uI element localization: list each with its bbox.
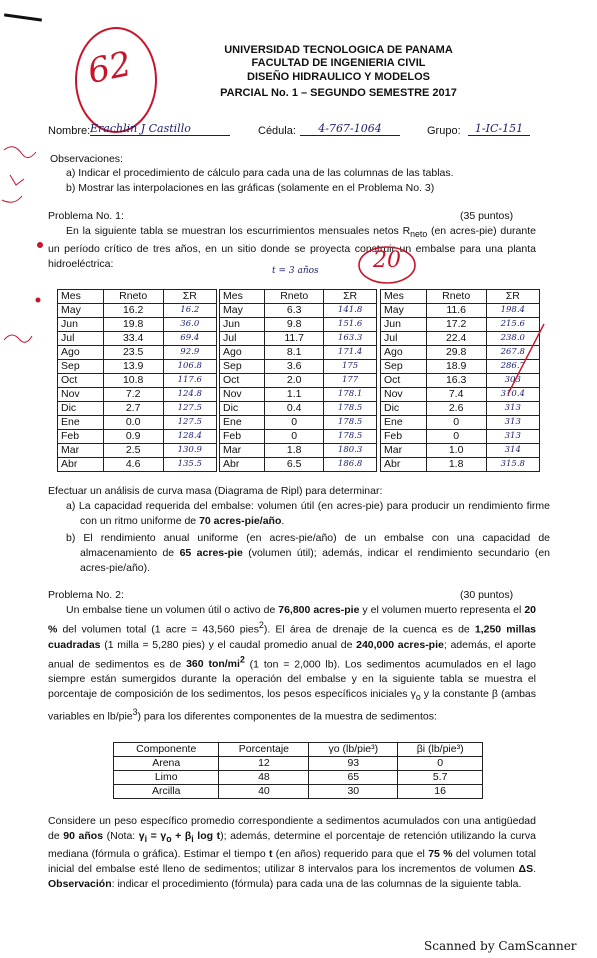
observacion-a: a) Indicar el procedimiento de cálculo para cada una de las columnas de las tablas. bbox=[66, 167, 454, 179]
runoff-rneto: 11.6 bbox=[426, 304, 486, 318]
sediment-cell: Limo bbox=[114, 771, 219, 785]
runoff-cumulative: 128.4 bbox=[163, 430, 216, 444]
sediment-cell: 5.7 bbox=[398, 771, 483, 785]
runoff-row bbox=[58, 444, 217, 458]
runoff-row bbox=[381, 402, 540, 416]
runoff-row bbox=[381, 458, 540, 472]
problem1-task-b: b) El rendimiento anual uniforme (en acres-pie/año) de un embalse con una capacidad de almacenamiento de 65 acres-pie (volumen útil); además, indicar el rendimiento secundario (en acres-pie/año). bbox=[66, 532, 550, 574]
problem2-title: Problema No. 2: bbox=[48, 589, 124, 601]
scanner-watermark: Scanned by CamScanner bbox=[424, 939, 577, 953]
sediment-header: βi (lb/pie³) bbox=[398, 743, 483, 757]
runoff-row bbox=[220, 332, 377, 346]
runoff-row bbox=[220, 416, 377, 430]
runoff-month: Sep bbox=[58, 360, 104, 374]
runoff-cumulative: 178.5 bbox=[324, 416, 377, 430]
runoff-row bbox=[58, 332, 217, 346]
runoff-month: Sep bbox=[220, 360, 265, 374]
student-name-value: Erachlin J Castillo bbox=[90, 122, 230, 136]
runoff-month: Ago bbox=[381, 346, 427, 360]
sediment-cell: 65 bbox=[309, 771, 398, 785]
runoff-row bbox=[381, 304, 540, 318]
runoff-rneto: 19.8 bbox=[103, 318, 163, 332]
sediment-cell: 93 bbox=[309, 757, 398, 771]
runoff-rneto: 0 bbox=[265, 430, 324, 444]
runoff-month: Ene bbox=[220, 416, 265, 430]
runoff-month: Feb bbox=[220, 430, 265, 444]
runoff-month: Jul bbox=[381, 332, 427, 346]
runoff-cumulative: 178.5 bbox=[324, 402, 377, 416]
runoff-month: Dic bbox=[220, 402, 265, 416]
runoff-row bbox=[220, 444, 377, 458]
problem1-points: (35 puntos) bbox=[460, 210, 514, 222]
runoff-row bbox=[58, 374, 217, 388]
problem2-closing: Considere un peso específico promedio correspondiente a sedimentos acumulados con una antigüedad de 90 años (Nota: $\gamma_i = \gamma_o + \beta_i$ log t); además, determine el porcentaje de retención utilizando la curva mediana (fórmula o gráfica). Estimar el tiempo t (en años) requerido para que el 75 % del volumen total inicial del embalse esté lleno de sedimentos; utilizar 8 intervalos para los incrementos de volumen ΔS. Observación: indicar el procedimiento (fórmula) para cada una de las columnas de la siguiente tabla. bbox=[48, 815, 536, 891]
runoff-table-year-2 bbox=[219, 289, 377, 472]
runoff-rneto: 1.8 bbox=[426, 458, 486, 472]
runoff-rneto: 7.4 bbox=[426, 388, 486, 402]
runoff-row bbox=[58, 416, 217, 430]
runoff-month: Abr bbox=[381, 458, 427, 472]
runoff-rneto: 0.4 bbox=[265, 402, 324, 416]
runoff-month: Ene bbox=[381, 416, 427, 430]
header-course: DISEÑO HIDRAULICO Y MODELOS bbox=[247, 71, 430, 83]
runoff-rneto: 2.6 bbox=[426, 402, 486, 416]
runoff-rneto: 2.7 bbox=[103, 402, 163, 416]
runoff-rneto: 1.0 bbox=[426, 444, 486, 458]
runoff-row bbox=[220, 402, 377, 416]
sediment-row bbox=[114, 785, 483, 799]
runoff-row bbox=[220, 360, 377, 374]
runoff-rneto: 29.8 bbox=[426, 346, 486, 360]
runoff-cumulative: 16.2 bbox=[163, 304, 216, 318]
runoff-header-sum: ΣR bbox=[163, 290, 216, 304]
runoff-rneto: 8.1 bbox=[265, 346, 324, 360]
sediment-row bbox=[114, 757, 483, 771]
runoff-header-rneto: Rneto bbox=[426, 290, 486, 304]
runoff-cumulative: 141.8 bbox=[324, 304, 377, 318]
runoff-cumulative: 151.6 bbox=[324, 318, 377, 332]
runoff-row bbox=[220, 346, 377, 360]
runoff-row bbox=[58, 304, 217, 318]
runoff-cumulative: 180.3 bbox=[324, 444, 377, 458]
runoff-rneto: 16.3 bbox=[426, 374, 486, 388]
runoff-rneto: 6.3 bbox=[265, 304, 324, 318]
sediment-cell: 0 bbox=[398, 757, 483, 771]
runoff-row bbox=[58, 458, 217, 472]
runoff-rneto: 18.9 bbox=[426, 360, 486, 374]
header-exam: PARCIAL No. 1 – SEGUNDO SEMESTRE 2017 bbox=[220, 87, 457, 99]
runoff-header-rneto: Rneto bbox=[103, 290, 163, 304]
runoff-cumulative: 178.1 bbox=[324, 388, 377, 402]
runoff-row bbox=[58, 360, 217, 374]
runoff-cumulative: 106.8 bbox=[163, 360, 216, 374]
sediment-cell: Arcilla bbox=[114, 785, 219, 799]
runoff-cumulative: 313 bbox=[486, 402, 539, 416]
runoff-row bbox=[381, 444, 540, 458]
runoff-month: Nov bbox=[58, 388, 104, 402]
runoff-month: Ago bbox=[220, 346, 265, 360]
runoff-header-mes: Mes bbox=[381, 290, 427, 304]
correction-mark bbox=[500, 320, 550, 400]
student-name-label: Nombre: bbox=[48, 125, 91, 137]
runoff-month: Oct bbox=[381, 374, 427, 388]
runoff-row bbox=[58, 318, 217, 332]
runoff-cumulative: 175 bbox=[324, 360, 377, 374]
runoff-month: Jun bbox=[58, 318, 104, 332]
runoff-header-sum: ΣR bbox=[486, 290, 539, 304]
runoff-cumulative: 303 bbox=[486, 374, 539, 388]
sediment-cell: Arena bbox=[114, 757, 219, 771]
runoff-month: Ene bbox=[58, 416, 104, 430]
runoff-month: Abr bbox=[58, 458, 104, 472]
problem1-title: Problema No. 1: bbox=[48, 210, 124, 222]
runoff-rneto: 0 bbox=[426, 430, 486, 444]
problem1-task-intro: Efectuar un análisis de curva masa (Diagrama de Ripl) para determinar: bbox=[48, 485, 383, 497]
runoff-rneto: 33.4 bbox=[103, 332, 163, 346]
runoff-rneto: 17.2 bbox=[426, 318, 486, 332]
runoff-month: Sep bbox=[381, 360, 427, 374]
runoff-cumulative: 186.8 bbox=[324, 458, 377, 472]
runoff-month: May bbox=[220, 304, 265, 318]
runoff-rneto: 2.5 bbox=[103, 444, 163, 458]
runoff-header-sum: ΣR bbox=[324, 290, 377, 304]
runoff-month: Jun bbox=[220, 318, 265, 332]
problem2-paragraph: Un embalse tiene un volumen útil o activo de 76,800 acres-pie y el volumen muerto representa el 20 % del volumen total (1 acre = 43,560 pies$^2$). El área de drenaje de la cuenca es de 1,250 millas cuadradas (1 milla = 5,280 pies) y el caudal promedio anual de 240,000 acres-pie; además, el aporte anual de sedimentos es de 360 ton/$mi^2$ (1 ton = 2,000 lb). Los sedimentos acumulados en el lago siempre están sumergidos durante la operación del embalse y en la siguiente tabla se muestra el porcentaje de composición de los sedimentos, los pesos específicos iniciales $\gamma_o$ y la constante β (ambas variables en lb/pie$^3$) para los diferentes componentes de la muestra de sedimentos: bbox=[48, 604, 537, 723]
runoff-month: Mar bbox=[381, 444, 427, 458]
runoff-month: Nov bbox=[381, 388, 427, 402]
runoff-month: Mar bbox=[58, 444, 104, 458]
pen-stroke bbox=[4, 13, 42, 21]
group-value: 1-IC-151 bbox=[468, 122, 530, 136]
runoff-rneto: 0 bbox=[265, 416, 324, 430]
sediment-row bbox=[114, 771, 483, 785]
runoff-cumulative: 127.5 bbox=[163, 416, 216, 430]
problem2-points: (30 puntos) bbox=[460, 589, 514, 601]
runoff-rneto: 22.4 bbox=[426, 332, 486, 346]
group-label: Grupo: bbox=[427, 125, 461, 137]
runoff-cumulative: 314 bbox=[486, 444, 539, 458]
sediment-cell: 30 bbox=[309, 785, 398, 799]
runoff-rneto: 23.5 bbox=[103, 346, 163, 360]
runoff-cumulative: 171.4 bbox=[324, 346, 377, 360]
runoff-row bbox=[58, 346, 217, 360]
sediment-header: Porcentaje bbox=[219, 743, 309, 757]
runoff-header-rneto: Rneto bbox=[265, 290, 324, 304]
runoff-month: Mar bbox=[220, 444, 265, 458]
runoff-row bbox=[220, 374, 377, 388]
sediment-table bbox=[113, 742, 483, 799]
problem1-task-a: a) La capacidad requerida del embalse: volumen útil (en acres-pie) para producir un rendimiento firme con un ritmo uniforme de 70 acres-pie/año. bbox=[66, 500, 550, 527]
margin-note: t = 3 años bbox=[272, 266, 319, 276]
runoff-row bbox=[220, 388, 377, 402]
runoff-month: Dic bbox=[58, 402, 104, 416]
runoff-cumulative: 315.8 bbox=[486, 458, 539, 472]
runoff-rneto: 0.0 bbox=[103, 416, 163, 430]
runoff-row bbox=[220, 318, 377, 332]
sediment-cell: 16 bbox=[398, 785, 483, 799]
runoff-month: May bbox=[381, 304, 427, 318]
runoff-cumulative: 198.4 bbox=[486, 304, 539, 318]
score-problem1: 20 bbox=[373, 248, 401, 273]
runoff-rneto: 2.0 bbox=[265, 374, 324, 388]
header-university: UNIVERSIDAD TECNOLOGICA DE PANAMA bbox=[224, 44, 453, 56]
margin-scribbles bbox=[0, 130, 48, 370]
runoff-row bbox=[220, 430, 377, 444]
runoff-row bbox=[220, 304, 377, 318]
runoff-cumulative: 124.8 bbox=[163, 388, 216, 402]
runoff-cumulative: 130.9 bbox=[163, 444, 216, 458]
runoff-month: Abr bbox=[220, 458, 265, 472]
runoff-cumulative: 215.6 bbox=[486, 318, 539, 332]
cedula-value: 4-767-1064 bbox=[300, 122, 400, 136]
runoff-month: Feb bbox=[381, 430, 427, 444]
sediment-cell: 12 bbox=[219, 757, 309, 771]
runoff-month: Nov bbox=[220, 388, 265, 402]
runoff-cumulative: 178.5 bbox=[324, 430, 377, 444]
runoff-cumulative: 313 bbox=[486, 416, 539, 430]
runoff-rneto: 0.9 bbox=[103, 430, 163, 444]
runoff-cumulative: 163.3 bbox=[324, 332, 377, 346]
runoff-table-year-1 bbox=[57, 289, 217, 472]
runoff-rneto: 13.9 bbox=[103, 360, 163, 374]
runoff-row bbox=[381, 416, 540, 430]
sediment-cell: 48 bbox=[219, 771, 309, 785]
runoff-cumulative: 69.4 bbox=[163, 332, 216, 346]
runoff-month: Jun bbox=[381, 318, 427, 332]
sediment-header: Componente bbox=[114, 743, 219, 757]
runoff-rneto: 4.6 bbox=[103, 458, 163, 472]
runoff-rneto: 10.8 bbox=[103, 374, 163, 388]
problem1-intro: En la siguiente tabla se muestran los escurrimientos mensuales netos $R_{neto}$ (en acres-pie) durante un período crítico de tres años, en un sitio donde se proyecta construir un embalse para una planta hidroeléctrica: bbox=[48, 225, 536, 271]
runoff-cumulative: 135.5 bbox=[163, 458, 216, 472]
runoff-rneto: 3.6 bbox=[265, 360, 324, 374]
runoff-rneto: 1.8 bbox=[265, 444, 324, 458]
runoff-row bbox=[381, 430, 540, 444]
runoff-rneto: 9.8 bbox=[265, 318, 324, 332]
runoff-month: Ago bbox=[58, 346, 104, 360]
runoff-cumulative: 238.0 bbox=[486, 332, 539, 346]
sediment-header: γo (lb/pie³) bbox=[309, 743, 398, 757]
header-faculty: FACULTAD DE INGENIERIA CIVIL bbox=[251, 57, 426, 69]
runoff-cumulative: 177 bbox=[324, 374, 377, 388]
runoff-month: Jul bbox=[220, 332, 265, 346]
runoff-month: Jul bbox=[58, 332, 104, 346]
runoff-cumulative: 127.5 bbox=[163, 402, 216, 416]
runoff-month: May bbox=[58, 304, 104, 318]
runoff-rneto: 6.5 bbox=[265, 458, 324, 472]
runoff-cumulative: 36.0 bbox=[163, 318, 216, 332]
runoff-row bbox=[58, 388, 217, 402]
runoff-cumulative: 313 bbox=[486, 430, 539, 444]
observaciones-title: Observaciones: bbox=[50, 153, 123, 165]
runoff-rneto: 16.2 bbox=[103, 304, 163, 318]
runoff-row bbox=[220, 458, 377, 472]
runoff-header-mes: Mes bbox=[58, 290, 104, 304]
sediment-cell: 40 bbox=[219, 785, 309, 799]
score-total: 62 bbox=[84, 43, 135, 93]
runoff-rneto: 0 bbox=[426, 416, 486, 430]
runoff-cumulative: 310.4 bbox=[486, 388, 539, 402]
runoff-rneto: 11.7 bbox=[265, 332, 324, 346]
runoff-month: Feb bbox=[58, 430, 104, 444]
runoff-cumulative: 267.8 bbox=[486, 346, 539, 360]
runoff-rneto: 7.2 bbox=[103, 388, 163, 402]
observacion-b: b) Mostrar las interpolaciones en las gráficas (solamente en el Problema No. 3) bbox=[66, 182, 435, 194]
cedula-label: Cédula: bbox=[258, 125, 296, 137]
runoff-month: Oct bbox=[220, 374, 265, 388]
runoff-cumulative: 117.6 bbox=[163, 374, 216, 388]
runoff-header-mes: Mes bbox=[220, 290, 265, 304]
runoff-cumulative: 286.7 bbox=[486, 360, 539, 374]
runoff-row bbox=[58, 430, 217, 444]
runoff-row bbox=[58, 402, 217, 416]
runoff-rneto: 1.1 bbox=[265, 388, 324, 402]
runoff-cumulative: 92.9 bbox=[163, 346, 216, 360]
runoff-month: Dic bbox=[381, 402, 427, 416]
runoff-month: Oct bbox=[58, 374, 104, 388]
